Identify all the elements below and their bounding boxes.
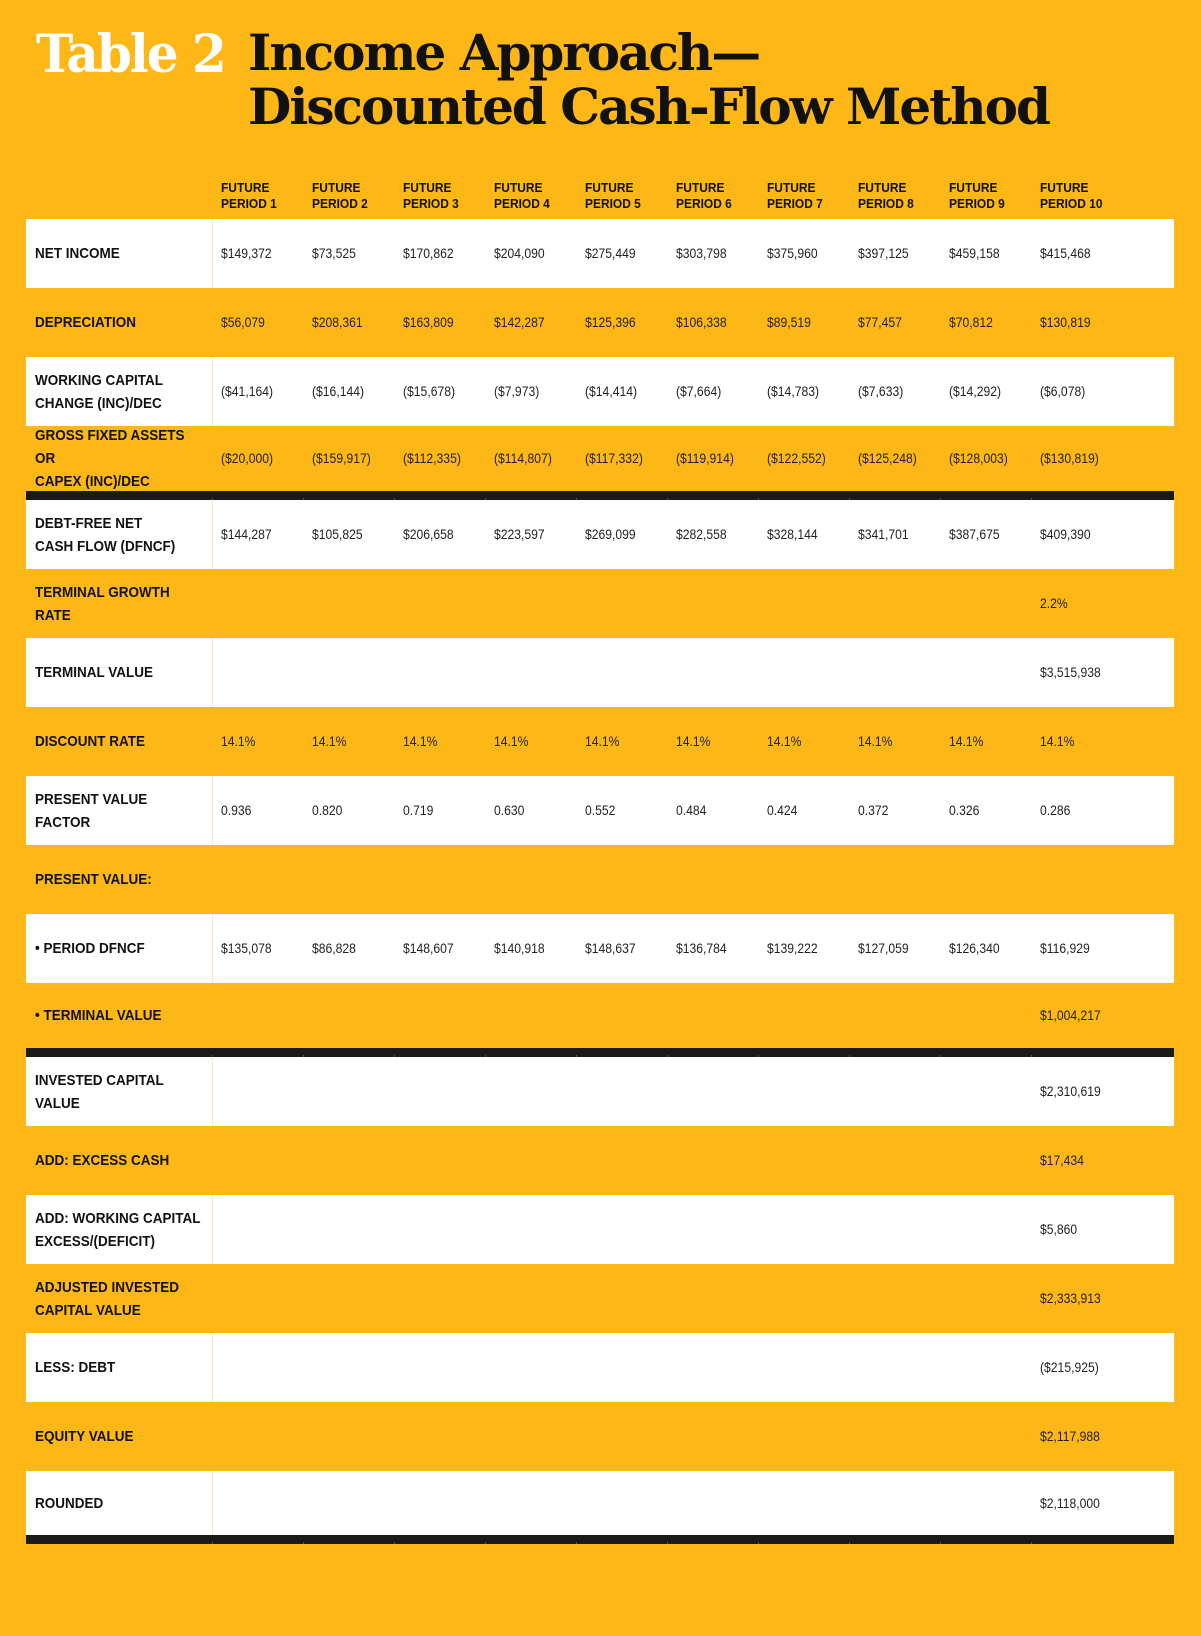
column-header-line1: FUTURE <box>221 180 270 195</box>
table-cell: $144,287 <box>221 527 272 542</box>
table-cell: ($16,144) <box>312 384 365 399</box>
table-row <box>26 1471 1174 1535</box>
table-cell: 14.1% <box>403 734 438 749</box>
column-header-line1: FUTURE <box>767 180 816 195</box>
table-cell: 0.719 <box>403 803 434 818</box>
table-cell: $142,287 <box>494 315 545 330</box>
table-cell: $73,525 <box>312 246 356 261</box>
table-cell: 0.630 <box>494 803 525 818</box>
section-rule <box>26 1048 1174 1057</box>
table-cell: 14.1% <box>494 734 529 749</box>
table-row <box>26 845 1174 914</box>
table-cell: 0.552 <box>585 803 616 818</box>
table-cell: $135,078 <box>221 941 272 956</box>
row-label: PRESENT VALUE: <box>35 871 152 888</box>
column-header-line2: PERIOD 7 <box>767 196 823 211</box>
column-divider <box>212 914 213 983</box>
table-cell: $106,338 <box>676 315 727 330</box>
page-title <box>248 23 1049 136</box>
table-cell: ($41,164) <box>221 384 274 399</box>
table-cell: $1,004,217 <box>1040 1008 1101 1023</box>
rule-tick <box>1031 1542 1032 1544</box>
table-cell: $341,701 <box>858 527 909 542</box>
column-header <box>403 180 459 212</box>
row-label: ADJUSTED INVESTED CAPITAL VALUE <box>35 1278 180 1319</box>
column-header <box>221 180 277 212</box>
table-cell: $148,607 <box>403 941 454 956</box>
row-label: TERMINAL VALUE <box>35 664 154 681</box>
table-cell: $2,117,988 <box>1040 1429 1100 1444</box>
table-cell: ($15,678) <box>403 384 456 399</box>
table-cell: 14.1% <box>676 734 711 749</box>
table-cell: $387,675 <box>949 527 1000 542</box>
table-row <box>26 1126 1174 1195</box>
table-cell: $208,361 <box>312 315 363 330</box>
table-cell: 0.820 <box>312 803 343 818</box>
section-rule <box>26 1535 1174 1544</box>
section-rule <box>26 491 1174 500</box>
column-divider <box>212 1471 213 1535</box>
table-row <box>26 219 1174 288</box>
table-row <box>26 707 1174 776</box>
table-row <box>26 776 1174 845</box>
column-header <box>585 180 641 212</box>
column-header-line2: PERIOD 4 <box>494 196 550 211</box>
row-label: DISCOUNT RATE <box>35 733 146 750</box>
table-cell: 14.1% <box>767 734 802 749</box>
table-row <box>26 1264 1174 1333</box>
table-cell: ($114,807) <box>494 451 552 466</box>
table-cell: 0.286 <box>1040 803 1071 818</box>
column-header-line1: FUTURE <box>403 180 452 195</box>
table-row <box>26 1402 1174 1471</box>
rule-tick <box>212 1542 213 1544</box>
table-cell: ($14,292) <box>949 384 1002 399</box>
column-header <box>1040 180 1102 212</box>
table-cell: 0.484 <box>676 803 707 818</box>
table-cell: $77,457 <box>858 315 902 330</box>
row-label: ADD: WORKING CAPITAL EXCESS/(DEFICIT) <box>35 1209 201 1250</box>
table-cell: $223,597 <box>494 527 545 542</box>
table-cell: $140,918 <box>494 941 545 956</box>
table-cell: $56,079 <box>221 315 265 330</box>
column-divider <box>212 1195 213 1264</box>
row-label: NET INCOME <box>35 245 120 262</box>
column-header-line2: PERIOD 1 <box>221 196 277 211</box>
table-cell: ($6,078) <box>1040 384 1086 399</box>
table-row <box>26 1057 1174 1126</box>
table-cell: $127,059 <box>858 941 909 956</box>
table-cell: $206,658 <box>403 527 454 542</box>
table-cell: 14.1% <box>585 734 620 749</box>
table-cell: $136,784 <box>676 941 727 956</box>
column-header <box>494 180 550 212</box>
table-cell: $139,222 <box>767 941 818 956</box>
table-cell: $409,390 <box>1040 527 1091 542</box>
title-line-1: Income Approach— <box>248 23 760 82</box>
table-cell: $163,809 <box>403 315 454 330</box>
column-header-line2: PERIOD 5 <box>585 196 641 211</box>
table-cell: $105,825 <box>312 527 363 542</box>
table-row <box>26 638 1174 707</box>
row-label: TERMINAL GROWTH RATE <box>35 583 170 624</box>
table-cell: $2,310,619 <box>1040 1084 1101 1099</box>
table-cell: ($14,783) <box>767 384 820 399</box>
column-header-line2: PERIOD 8 <box>858 196 914 211</box>
column-header <box>676 180 732 212</box>
table-cell: $17,434 <box>1040 1153 1084 1168</box>
table-cell: $303,798 <box>676 246 727 261</box>
table-cell: $275,449 <box>585 246 636 261</box>
table-cell: $2,333,913 <box>1040 1291 1101 1306</box>
table-cell: $328,144 <box>767 527 818 542</box>
column-divider <box>212 1057 213 1126</box>
column-header-line2: PERIOD 9 <box>949 196 1005 211</box>
table-cell: 0.326 <box>949 803 980 818</box>
table-cell: ($215,925) <box>1040 1360 1099 1375</box>
column-divider <box>212 500 213 569</box>
column-divider <box>212 357 213 426</box>
rule-tick <box>940 1542 941 1544</box>
table-row <box>26 1333 1174 1402</box>
table-cell: $116,929 <box>1040 941 1090 956</box>
column-header <box>767 180 823 212</box>
column-header-line1: FUTURE <box>858 180 907 195</box>
table-cell: ($112,335) <box>403 451 461 466</box>
column-divider <box>212 776 213 845</box>
column-header-line2: PERIOD 2 <box>312 196 368 211</box>
row-label: ROUNDED <box>35 1494 104 1512</box>
row-label: WORKING CAPITAL CHANGE (INC)/DEC <box>35 371 163 412</box>
rule-tick <box>576 1542 577 1544</box>
rule-tick <box>303 1542 304 1544</box>
row-label: ADD: EXCESS CASH <box>35 1152 170 1169</box>
column-header-line1: FUTURE <box>312 180 361 195</box>
table-cell: 14.1% <box>858 734 893 749</box>
table-cell: $3,515,938 <box>1040 665 1101 680</box>
table-cell: $204,090 <box>494 246 545 261</box>
table-cell: ($122,552) <box>767 451 826 466</box>
row-label: • TERMINAL VALUE <box>35 1007 162 1024</box>
table-row <box>26 426 1174 491</box>
table-cell: $126,340 <box>949 941 1000 956</box>
table-cell: $2,118,000 <box>1040 1495 1100 1511</box>
row-label: DEPRECIATION <box>35 314 137 331</box>
row-label: DEBT-FREE NET CASH FLOW (DFNCF) <box>35 514 176 555</box>
column-header-line2: PERIOD 3 <box>403 196 459 211</box>
table-cell: $149,372 <box>221 246 272 261</box>
table-cell: $375,960 <box>767 246 818 261</box>
column-header-line1: FUTURE <box>949 180 998 195</box>
table-row <box>26 500 1174 569</box>
title-line-2: Discounted Cash-Flow Method <box>248 77 1049 136</box>
table-row <box>26 357 1174 426</box>
table-cell: ($14,414) <box>585 384 638 399</box>
rule-tick <box>758 1542 759 1544</box>
table-cell: $86,828 <box>312 941 356 956</box>
table-cell: ($159,917) <box>312 451 371 466</box>
column-header <box>312 180 368 212</box>
column-divider <box>212 1333 213 1402</box>
rule-tick <box>394 1542 395 1544</box>
table-row <box>26 1195 1174 1264</box>
table-cell: 14.1% <box>1040 734 1075 749</box>
table-number: Table 2 <box>36 22 225 85</box>
table-cell: ($7,973) <box>494 384 540 399</box>
table-cell: 14.1% <box>312 734 347 749</box>
table-cell: $130,819 <box>1040 315 1091 330</box>
table-cell: ($128,003) <box>949 451 1008 466</box>
column-header-line1: FUTURE <box>676 180 725 195</box>
column-divider <box>212 638 213 707</box>
table-cell: $397,125 <box>858 246 909 261</box>
table-cell: ($7,664) <box>676 384 722 399</box>
table-cell: ($7,633) <box>858 384 904 399</box>
table-cell: ($20,000) <box>221 451 274 466</box>
table-cell: 14.1% <box>949 734 984 749</box>
row-label: • PERIOD DFNCF <box>35 940 145 957</box>
table-cell: ($125,248) <box>858 451 917 466</box>
table-cell: $459,158 <box>949 246 1000 261</box>
table-cell: $269,099 <box>585 527 636 542</box>
table-row <box>26 569 1174 638</box>
column-header-line1: FUTURE <box>585 180 634 195</box>
table-cell: $282,558 <box>676 527 727 542</box>
rule-tick <box>667 1542 668 1544</box>
table-cell: $170,862 <box>403 246 454 261</box>
column-header-line1: FUTURE <box>494 180 543 195</box>
column-header-line2: PERIOD 6 <box>676 196 732 211</box>
rule-tick <box>485 1542 486 1544</box>
row-label: LESS: DEBT <box>35 1359 116 1376</box>
row-label: PRESENT VALUE FACTOR <box>35 790 148 831</box>
table-row <box>26 288 1174 357</box>
table-cell: $70,812 <box>949 315 993 330</box>
column-header-line1: FUTURE <box>1040 180 1089 195</box>
table-row <box>26 914 1174 983</box>
table-cell: $125,396 <box>585 315 636 330</box>
table-cell: 0.424 <box>767 803 798 818</box>
table-cell: ($119,914) <box>676 451 734 466</box>
table-cell: ($117,332) <box>585 451 643 466</box>
table-cell: 0.372 <box>858 803 889 818</box>
table-cell: 0.936 <box>221 803 252 818</box>
column-divider <box>212 219 213 288</box>
table-cell: $148,637 <box>585 941 636 956</box>
table-cell: 14.1% <box>221 734 256 749</box>
rule-tick <box>849 1542 850 1544</box>
table-title <box>36 24 1176 134</box>
table-row <box>26 983 1174 1048</box>
table-cell: $415,468 <box>1040 246 1091 261</box>
row-label: INVESTED CAPITAL VALUE <box>35 1071 164 1112</box>
table-cell: $5,860 <box>1040 1222 1078 1237</box>
column-header <box>949 180 1005 212</box>
table-cell: $89,519 <box>767 315 811 330</box>
table-cell: 2.2% <box>1040 596 1068 611</box>
row-label: EQUITY VALUE <box>35 1428 134 1445</box>
column-header-line2: PERIOD 10 <box>1040 196 1103 211</box>
table-cell: ($130,819) <box>1040 451 1099 466</box>
column-header <box>858 180 914 212</box>
row-label: GROSS FIXED ASSETS OR CAPEX (INC)/DEC <box>35 427 185 490</box>
